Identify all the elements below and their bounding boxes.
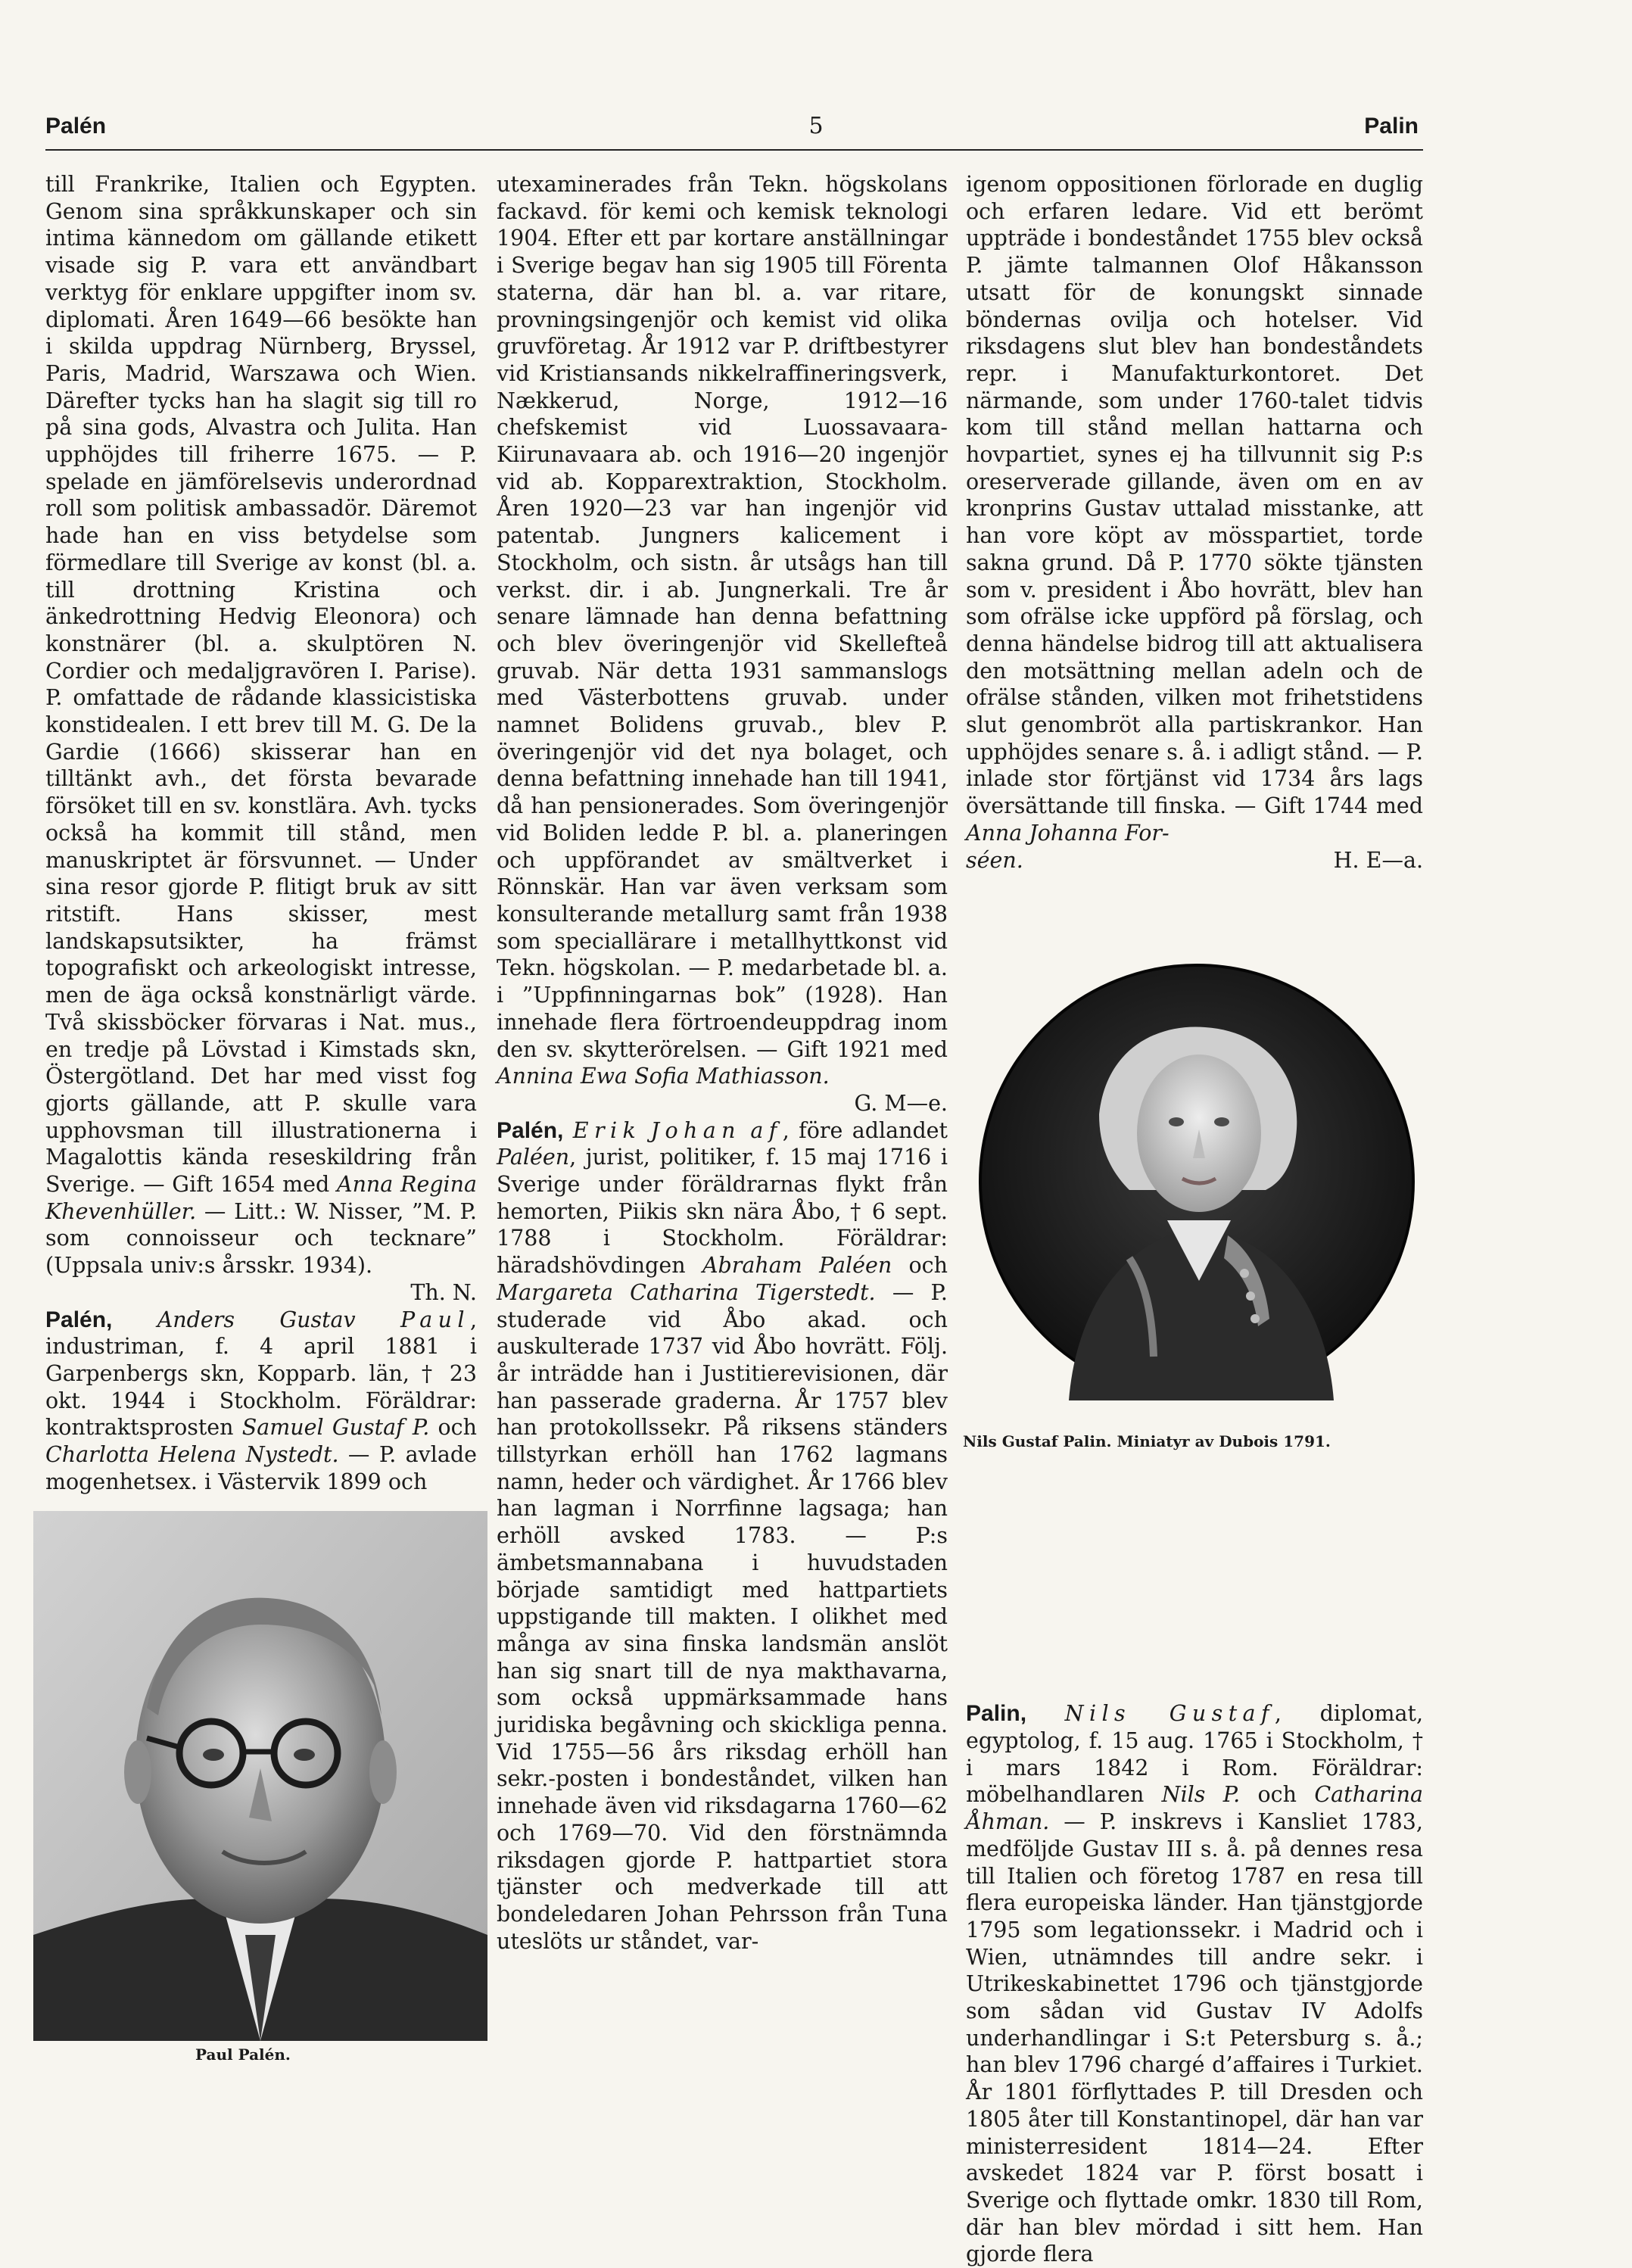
conjunction: och xyxy=(892,1253,948,1279)
father-name: Samuel Gustaf P. xyxy=(241,1415,430,1441)
header-rule xyxy=(45,149,1423,151)
author-signature: Th. N. xyxy=(410,1279,477,1305)
entry-text: , diplomat, egyptolog, f. 15 aug. 1765 i Stockholm, † i mars 1842 i Rom. Föräldrar: möbelhandlaren xyxy=(966,1701,1424,1808)
body-text: utexaminerades från Tekn. högskolans fackavd. för kemi och kemisk teknologi 1904. Efter ett par kortare anställningar i Sverige begav han sig 1905 till Förenta staterna, där han bl. a. var ritare, provningsingenjör och kemist vid olika gruvföretag. År 1912 var P. driftbestyrer vid Kristiansands nikkelraffineringsverk, Nækkerud, Norge, 1912—16 chefskemist vid Luossavaara-Kiirunavaara ab. och 1916—20 ingenjör vid ab. Kopparextraktion, Stockholm. Åren 1920—23 var han ingenjör vid patentab. Jungners kalicement i Stockholm, och sistn. år utsågs han till verkst. dir. i ab. Jungnerkali. Tre år senare lämnade han denna befattning och blev överingenjör vid Skellefteå gruvab. När detta 1931 sammanslogs med Västerbottens gruvab. under namnet Bolidens gruvab., blev P. överingenjör vid det nya bolaget, och denna befattning innehade han till 1941, då han pensionerades. Som överingenjör vid Boliden ledde P. bl. a. planeringen och uppförandet av smältverket i Rönnskär. Han var även verksam som konsulterande metallurg samt från 1938 som speciallärare i metallhyttkonst vid Tekn. högskolan. — P. medarbetade bl. a. i ”Uppfinningarnas bok” (1928). Han innehade flera förtroendeuppdrag inom den sv. skytterörelsen. — Gift 1921 med xyxy=(497,172,948,1062)
father-name: Abraham Paléen xyxy=(702,1253,892,1279)
entry-text: , industriman, f. 4 april 1881 i Garpenbergs skn, Kopparb. län, † 23 okt. 1944 i Stockholm. Föräldrar: kontraktsprosten xyxy=(45,1307,478,1441)
spouse-and-signature-line xyxy=(966,847,1423,874)
spouse-name: Annina Ewa Sofia Mathiasson. xyxy=(497,1064,830,1089)
caption-nils-gustaf-palin: Nils Gustaf Palin. Miniatyr av Dubois 1791. xyxy=(963,1432,1331,1450)
entry-call-name: Paul xyxy=(400,1307,470,1332)
miniature-portrait xyxy=(978,963,1416,1400)
column-2 xyxy=(497,171,948,1955)
entry-text-continued: , jurist, politiker, f. 15 maj 1716 i Sverige under föräldrarnas flykt från hemorten, Piikis skn nära Åbo, † 6 sept. 1788 i Stockholm. Föräldrar: häradshövdingen xyxy=(497,1145,948,1279)
conjunction: och xyxy=(1240,1782,1315,1808)
column-1 xyxy=(45,171,477,1495)
mother-name: Margareta Catharina Tigerstedt. xyxy=(497,1279,876,1305)
running-head-right: Palin xyxy=(1364,114,1419,139)
body-text: till Frankrike, Italien och Egypten. Genom sina språkkunskaper och sin intima kännedom om gällande etikett visade sig P. vara ett användbart verktyg för enklare uppgifter inom sv. diplomati. Åren 1649—66 besökte han i skilda uppdrag Nürnberg, Bryssel, Paris, Madrid, Warszawa och Wien. Därefter tycks han ha slagit sig till ro på sina gods, Alvastra och Julita. Han upphöjdes till friherre 1675. — P. spelade en jämförelsevis underordnad roll som politisk ambassadör. Däremot hade han en viss betydelse som förmedlare till Sverige av konst (bl. a. till drottning Kristina och änkedrottning Hedvig Eleonora) och konstnärer (bl. a. skulptören N. Cordier och medaljgravören I. Parise). P. omfattade de rådande klassicistiska konstidealen. I ett brev till M. G. De la Gardie (1666) skisserar han en tilltänkt avh., det första bevarade försöket till en sv. konstlära. Avh. tycks också ha kommit till stånd, men manuskriptet är försvunnet. — Under sina resor gjorde P. flitigt bruk av sitt ritstift. Hans skisser, mest landskapsutsikter, ha främst topografiskt och arkeologiskt intresse, men de äga också konstnärligt värde. Två skissböcker förvaras i Nat. mus., en tredje på Lövstad i Kimstads skn, Östergötland. Det har med visst fog gjorts gällande, att P. skulle vara upphovsman till illustrationerna i Magalottis kända reseskildring från Sverige. — Gift 1654 med xyxy=(45,172,477,1198)
entry-nobility-particle: af xyxy=(750,1117,783,1143)
entry-nils-gustaf-palin xyxy=(966,1700,1423,2268)
entry-given-name-1: Erik xyxy=(572,1117,642,1143)
body-text: igenom oppositionen förlorade en duglig och erfaren ledare. Vid ett berömt uppträde i bondeståndet 1755 blev också P. jämte talmannen Olof Håkansson utsatt för de konungskt sinnade böndernas ovilja och hotelser. Vid riksdagens slut blev han bondeståndets repr. i Manufakturkontoret. Det närmande, som under 1760-talet tidvis kom till stånd mellan hattarna och hovpartiet, synes ej ha tillvunnit sig P:s oreserverade gillande, även om en av kronprins Gustav uttalad misstanke, att han vore köpt av mösspartiet, torde sakna grund. Då P. 1770 sökte tjänsten som v. president i Åbo hovrätt, blev han som ofrälse icke uppförd på förslag, och denna händelse bidrog till att aktualisera den motsättning mellan adeln och de ofrälse stånden, vilken mot frihetstidens slut genombröt alla partiskrankor. Han upphöjdes senare s. å. i adligt stånd. — P. inlade stor förtjänst vid 1734 års lags översättande till finska. — Gift 1744 med xyxy=(966,172,1423,819)
conjunction: och xyxy=(429,1415,477,1441)
literature-note: — Litt.: W. Nisser, ”M. P. som connoisseur och tecknare” (Uppsala univ:s årsskr. 1934). xyxy=(45,1198,477,1279)
entry-text-continued: — P. avlade mogenhetsex. i Västervik 1899 och xyxy=(45,1442,477,1494)
mother-name: Charlotta Helena Nystedt. xyxy=(45,1442,339,1468)
entry-surname: Palin, xyxy=(966,1701,1027,1727)
father-name: Nils P. xyxy=(1161,1782,1241,1808)
entry-text: , före adlandet xyxy=(782,1117,948,1143)
entry-anders-gustav-paul-palen xyxy=(45,1307,477,1496)
portrait-photo xyxy=(33,1511,487,2041)
page-number: 5 xyxy=(808,113,824,139)
running-head-left: Palén xyxy=(45,114,107,139)
former-surname: Paléen xyxy=(497,1145,570,1170)
spouse-name-continued: séen. xyxy=(966,847,1023,873)
entry-surname: Palén, xyxy=(45,1307,113,1332)
entry-given-names: Anders Gustav xyxy=(157,1307,356,1332)
author-signature: H. E—a. xyxy=(1333,847,1423,873)
entry-given-name-2: Johan xyxy=(650,1117,741,1143)
caption-paul-palen: Paul Palén. xyxy=(195,2045,291,2064)
entry-continuation-paragraph xyxy=(497,171,948,1090)
portrait-paul-palen xyxy=(33,1511,487,2041)
entry-given-name-2: Gustaf xyxy=(1169,1701,1275,1727)
spouse-name: Anna Regina Khevenhüller. xyxy=(45,1172,478,1224)
entry-given-name-1: Nils xyxy=(1064,1701,1132,1727)
entry-erik-johan-af-palen xyxy=(497,1117,948,1955)
entry-continuation-paragraph xyxy=(45,171,477,1279)
entry-text-continued: — P. inskrevs i Kansliet 1783, medföljde Gustav III s. å. på dennes resa till Italien och företog 1787 en resa till flera europeiska länder. Han tjänstgjorde 1795 som legationssekr. i Madrid och i Wien, utnämndes till andre sekr. i Utrikeskabinettet 1796 och tjänstgjorde som sådan vid Gustav IV Adolfs underhandlingar i S:t Petersburg s. å.; han blev 1796 chargé d’affaires i Turkiet. År 1801 förflyttades P. till Dresden och 1805 åter till Konstantinopel, där han var ministerresident 1814—24. Efter avskedet 1824 var P. först bosatt i Sverige och flyttade omkr. 1830 till Rom, där han blev mördad i sitt hem. Han gjorde flera xyxy=(966,1809,1423,2267)
author-signature: G. M—e. xyxy=(854,1090,948,1116)
entry-text-body: — P. studerade vid Åbo akad. och auskulterade 1737 vid Åbo hovrätt. Följ. år inträdde han i Justitierevisionen, där han passerade graderna. År 1757 blev han protokollssekr. På riksens ständers tillstyrkan erhöll han 1762 lagmans namn, heder och värdighet. År 1766 blev han lagman i Norrfinne lagsaga; han erhöll avsked 1783. — P:s ämbetsmannabana i huvudstaden började samtidigt med hattpartiets uppstigande till makten. I olikhet med många av sina finska landsmän anslöt han sig snart till de nya makthavarna, som också uppmärksammade hans juridiska begåvning och skickliga penna. Vid 1755—56 års riksdag erhöll han sekr.-posten i bondeståndet, vilken han innehade även vid riksdagarna 1760—62 och 1769—70. Vid den förstnämnda riksdagen gjorde P. hattpartiet stora tjänster och medverkade till att bondeledaren Johan Pehrsson från Tuna uteslöts ur ståndet, var- xyxy=(497,1279,948,1954)
entry-surname: Palén, xyxy=(497,1117,564,1143)
mother-name: Catharina Åhman. xyxy=(966,1782,1423,1835)
miniature-nils-gustaf-palin xyxy=(978,963,1416,1400)
spouse-name: Anna Johanna For- xyxy=(966,820,1169,846)
entry-continuation-paragraph xyxy=(966,171,1423,847)
